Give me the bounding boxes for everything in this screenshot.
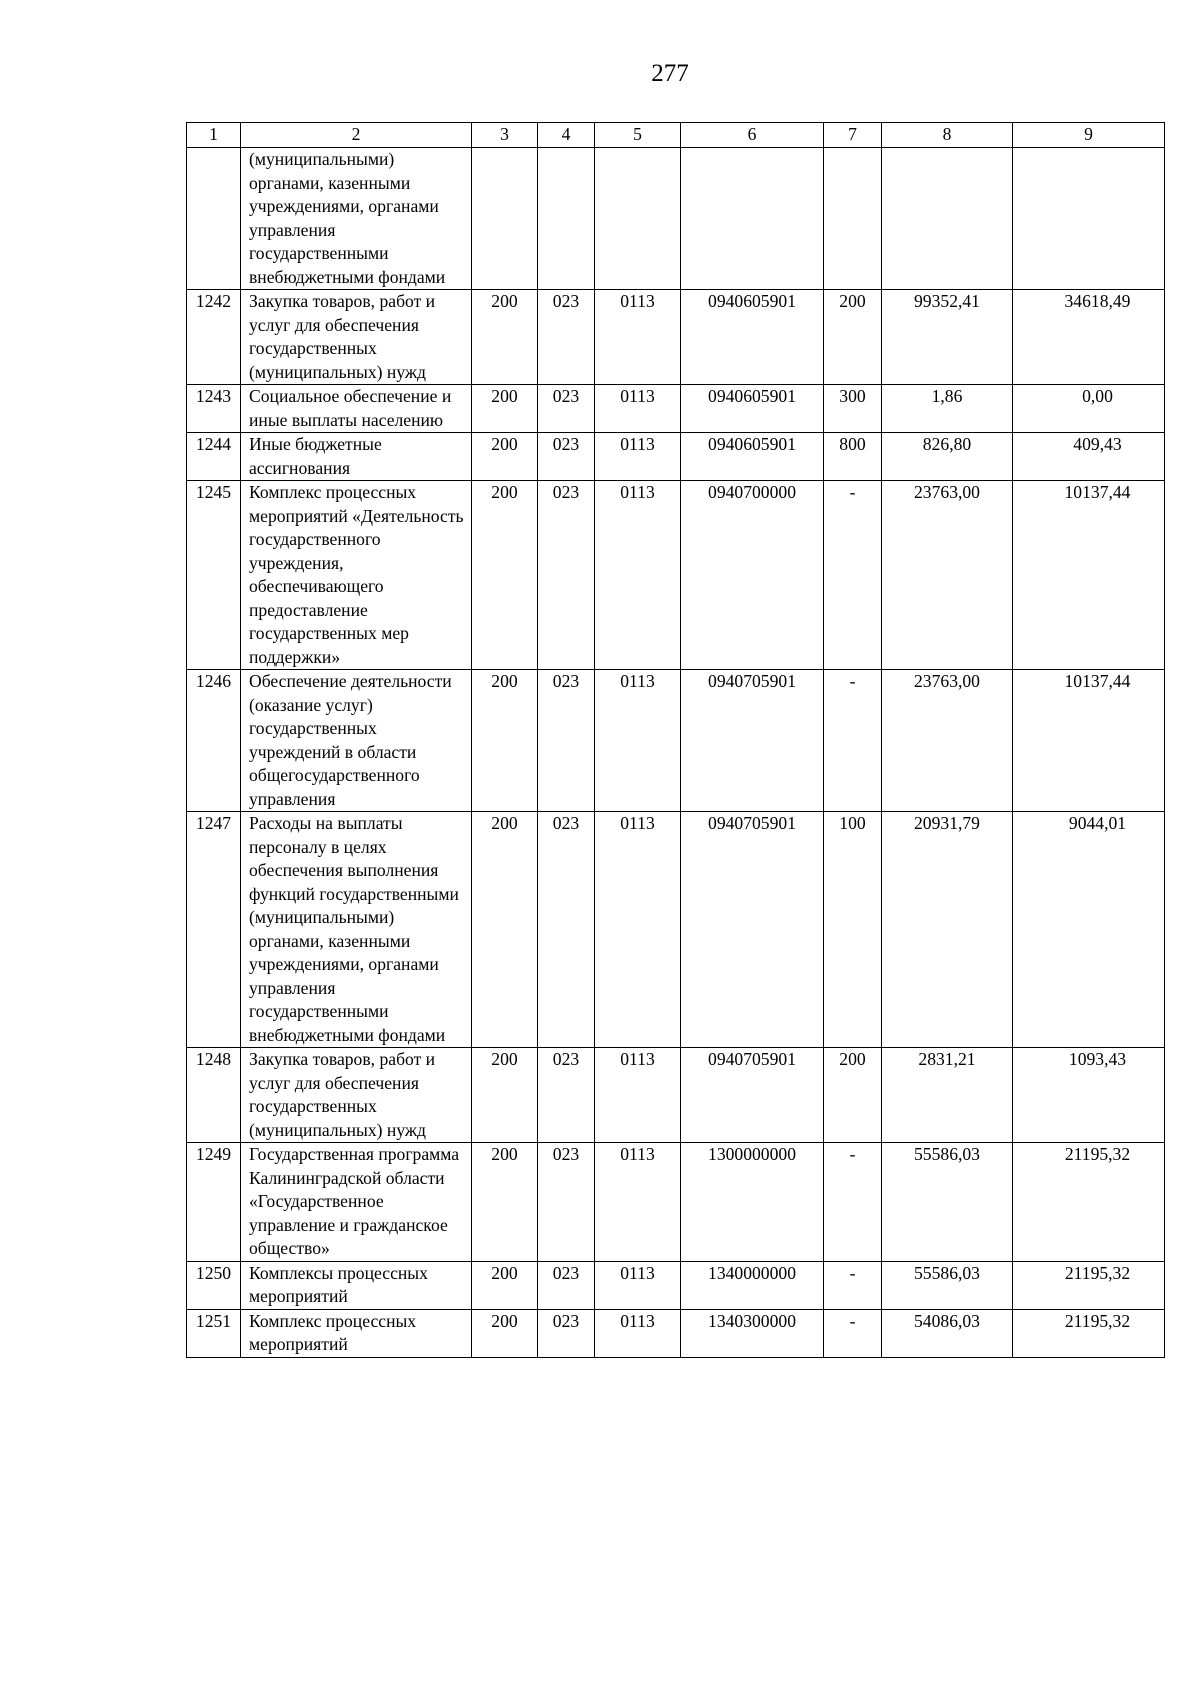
section-code-cell: 0113 [595, 290, 681, 385]
target-article-cell: 1340000000 [681, 1261, 824, 1309]
row-number-cell: 1243 [187, 385, 241, 433]
ministry-code-cell: 023 [538, 812, 595, 1048]
executed-amount-cell: 409,43 [1013, 433, 1165, 481]
code-cell: 200 [472, 1143, 538, 1262]
section-code-cell: 0113 [595, 433, 681, 481]
amount-cell: 2831,21 [882, 1048, 1013, 1143]
ministry-code-cell: 023 [538, 385, 595, 433]
amount-cell: 54086,03 [882, 1309, 1013, 1357]
executed-amount-cell [1013, 148, 1165, 290]
row-number-cell: 1250 [187, 1261, 241, 1309]
expense-type-cell: - [824, 1143, 882, 1262]
column-header: 6 [681, 123, 824, 148]
code-cell: 200 [472, 385, 538, 433]
expense-name-cell: Обеспечение деятельности (оказание услуг) государственных учреждений в области общегосударственного управления [241, 670, 472, 812]
row-number-cell [187, 148, 241, 290]
budget-table [186, 122, 1165, 1358]
table-row [187, 812, 1165, 1048]
column-header: 1 [187, 123, 241, 148]
section-code-cell: 0113 [595, 670, 681, 812]
target-article-cell: 0940705901 [681, 670, 824, 812]
amount-cell: 23763,00 [882, 670, 1013, 812]
amount-cell: 55586,03 [882, 1261, 1013, 1309]
section-code-cell: 0113 [595, 1048, 681, 1143]
expense-name-cell: Расходы на выплаты персоналу в целях обеспечения выполнения функций государственными (муниципальными) органами, казенными учреждениями, органами управления государственными внебюджетными фондами [241, 812, 472, 1048]
ministry-code-cell: 023 [538, 481, 595, 670]
expense-name-cell: Комплексы процессных мероприятий [241, 1261, 472, 1309]
expense-name-cell: Иные бюджетные ассигнования [241, 433, 472, 481]
section-code-cell: 0113 [595, 812, 681, 1048]
expense-name-cell: (муниципальными) органами, казенными учреждениями, органами управления государственными внебюджетными фондами [241, 148, 472, 290]
expense-type-cell: 300 [824, 385, 882, 433]
column-header: 2 [241, 123, 472, 148]
section-code-cell: 0113 [595, 385, 681, 433]
expense-name-cell: Закупка товаров, работ и услуг для обеспечения государственных (муниципальных) нужд [241, 290, 472, 385]
target-article-cell: 0940700000 [681, 481, 824, 670]
code-cell [472, 148, 538, 290]
row-number-cell: 1246 [187, 670, 241, 812]
ministry-code-cell: 023 [538, 1048, 595, 1143]
ministry-code-cell: 023 [538, 1143, 595, 1262]
amount-cell: 20931,79 [882, 812, 1013, 1048]
executed-amount-cell: 1093,43 [1013, 1048, 1165, 1143]
table-row [187, 670, 1165, 812]
row-number-cell: 1247 [187, 812, 241, 1048]
row-number-cell: 1242 [187, 290, 241, 385]
amount-cell: 826,80 [882, 433, 1013, 481]
amount-cell: 23763,00 [882, 481, 1013, 670]
executed-amount-cell: 34618,49 [1013, 290, 1165, 385]
amount-cell: 1,86 [882, 385, 1013, 433]
row-number-cell: 1244 [187, 433, 241, 481]
expense-type-cell: 800 [824, 433, 882, 481]
section-code-cell: 0113 [595, 481, 681, 670]
executed-amount-cell: 21195,32 [1013, 1143, 1165, 1262]
table-row [187, 290, 1165, 385]
section-code-cell [595, 148, 681, 290]
target-article-cell: 0940605901 [681, 433, 824, 481]
executed-amount-cell: 0,00 [1013, 385, 1165, 433]
table-row [187, 148, 1165, 290]
ministry-code-cell: 023 [538, 290, 595, 385]
target-article-cell: 0940705901 [681, 1048, 824, 1143]
target-article-cell [681, 148, 824, 290]
expense-type-cell: - [824, 1261, 882, 1309]
column-header: 3 [472, 123, 538, 148]
target-article-cell: 1340300000 [681, 1309, 824, 1357]
ministry-code-cell: 023 [538, 433, 595, 481]
amount-cell [882, 148, 1013, 290]
executed-amount-cell: 21195,32 [1013, 1309, 1165, 1357]
target-article-cell: 0940705901 [681, 812, 824, 1048]
expense-type-cell [824, 148, 882, 290]
column-header: 4 [538, 123, 595, 148]
target-article-cell: 1300000000 [681, 1143, 824, 1262]
code-cell: 200 [472, 433, 538, 481]
table-header-row [187, 123, 1165, 148]
ministry-code-cell [538, 148, 595, 290]
code-cell: 200 [472, 290, 538, 385]
expense-name-cell: Государственная программа Калининградской области «Государственное управление и гражданское общество» [241, 1143, 472, 1262]
column-header: 7 [824, 123, 882, 148]
row-number-cell: 1245 [187, 481, 241, 670]
ministry-code-cell: 023 [538, 1261, 595, 1309]
target-article-cell: 0940605901 [681, 290, 824, 385]
column-header: 9 [1013, 123, 1165, 148]
executed-amount-cell: 9044,01 [1013, 812, 1165, 1048]
code-cell: 200 [472, 812, 538, 1048]
executed-amount-cell: 21195,32 [1013, 1261, 1165, 1309]
code-cell: 200 [472, 670, 538, 812]
section-code-cell: 0113 [595, 1261, 681, 1309]
expense-name-cell: Социальное обеспечение и иные выплаты населению [241, 385, 472, 433]
expense-type-cell: 100 [824, 812, 882, 1048]
page-number: 277 [651, 60, 689, 87]
column-header: 5 [595, 123, 681, 148]
code-cell: 200 [472, 1048, 538, 1143]
table-row [187, 1143, 1165, 1262]
row-number-cell: 1248 [187, 1048, 241, 1143]
table-row [187, 385, 1165, 433]
executed-amount-cell: 10137,44 [1013, 670, 1165, 812]
table-row [187, 1309, 1165, 1357]
expense-type-cell: 200 [824, 1048, 882, 1143]
code-cell: 200 [472, 481, 538, 670]
code-cell: 200 [472, 1309, 538, 1357]
table-body [187, 148, 1165, 1358]
expense-type-cell: - [824, 1309, 882, 1357]
column-header: 8 [882, 123, 1013, 148]
table-row [187, 481, 1165, 670]
code-cell: 200 [472, 1261, 538, 1309]
expense-type-cell: - [824, 670, 882, 812]
ministry-code-cell: 023 [538, 1309, 595, 1357]
expense-name-cell: Комплекс процессных мероприятий «Деятельность государственного учреждения, обеспечивающего предоставление государственных мер поддержки» [241, 481, 472, 670]
executed-amount-cell: 10137,44 [1013, 481, 1165, 670]
row-number-cell: 1249 [187, 1143, 241, 1262]
table-row [187, 1261, 1165, 1309]
row-number-cell: 1251 [187, 1309, 241, 1357]
ministry-code-cell: 023 [538, 670, 595, 812]
table-row [187, 433, 1165, 481]
target-article-cell: 0940605901 [681, 385, 824, 433]
expense-name-cell: Комплекс процессных мероприятий [241, 1309, 472, 1357]
section-code-cell: 0113 [595, 1143, 681, 1262]
amount-cell: 99352,41 [882, 290, 1013, 385]
expense-name-cell: Закупка товаров, работ и услуг для обеспечения государственных (муниципальных) нужд [241, 1048, 472, 1143]
section-code-cell: 0113 [595, 1309, 681, 1357]
amount-cell: 55586,03 [882, 1143, 1013, 1262]
expense-type-cell: 200 [824, 290, 882, 385]
table-row [187, 1048, 1165, 1143]
expense-type-cell: - [824, 481, 882, 670]
